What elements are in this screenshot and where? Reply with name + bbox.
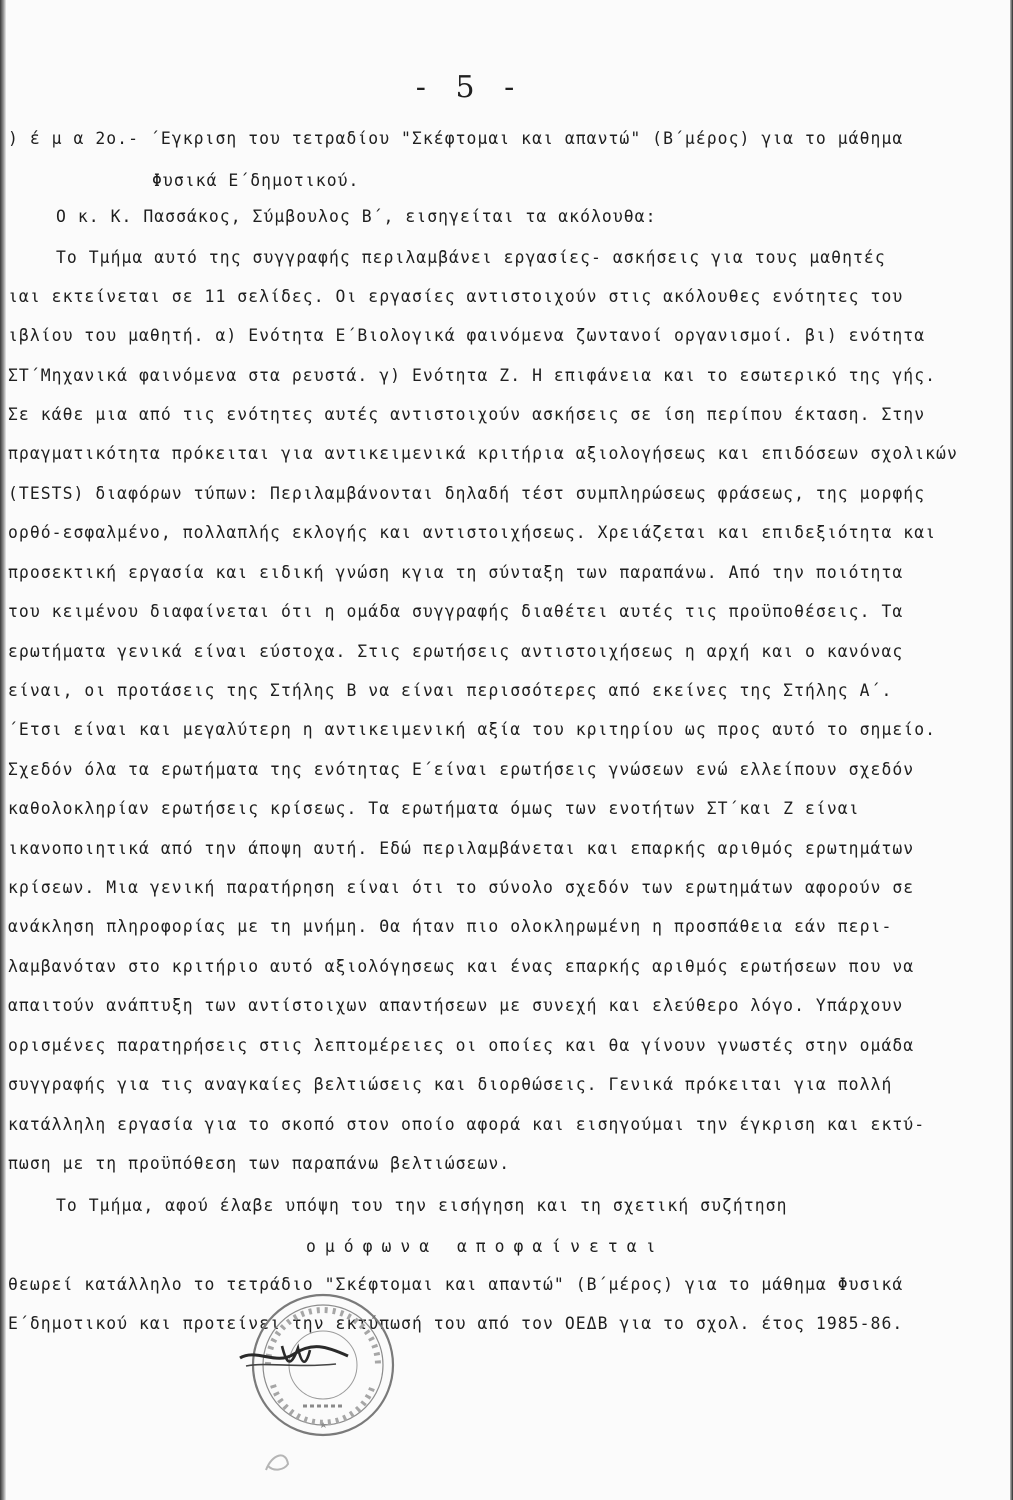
body-line: πωση με τη προϋπόθεση των παραπάνω βελτιώσεων. bbox=[8, 1154, 511, 1173]
body-line: (TESTS) διαφόρων τύπων: Περιλαμβάνονται δηλαδή τέστ συμπληρώσεως φράσεως, της μορφής bbox=[8, 484, 926, 503]
body-line: ιαι εκτείνεται σε 11 σελίδες. Οι εργασίες αντιστοιχούν στις ακόλουθες ενότητες του bbox=[8, 287, 904, 306]
body-line: ερωτήματα γενικά είναι εύστοχα. Στις ερωτήσεις αντιστοιχήσεως η αρχή και ο κανόνας bbox=[8, 642, 904, 661]
body-line: του κειμένου διαφαίνεται ότι η ομάδα συγγραφής διαθέτει αυτές τις προϋποθέσεις. Τα bbox=[8, 602, 904, 621]
ink-mark-icon bbox=[258, 1440, 298, 1480]
topic-heading-line-2: Φυσικά Ε΄δημοτικού. bbox=[152, 171, 360, 190]
page-number: - 5 - bbox=[415, 70, 525, 105]
department-line: Το Τμήμα, αφού έλαβε υπόψη του την εισήγηση και τη σχετική συζήτηση bbox=[56, 1196, 788, 1215]
body-line: ΄Ετσι είναι και μεγαλύτερη η αντικειμενική αξία του κριτηρίου ως προς αυτό το σημείο. bbox=[8, 720, 937, 739]
rapporteur-line: Ο κ. Κ. Πασσάκος, Σύμβουλος Β΄, εισηγείται τα ακόλουθα: bbox=[56, 207, 657, 226]
body-line: απαιτούν ανάπτυξη των αντίστοιχων απαντήσεων με συνεχή και ελεύθερο λόγο. Υπάρχουν bbox=[8, 996, 904, 1015]
body-line: Το Τμήμα αυτό της συγγραφής περιλαμβάνει εργασίες- ασκήσεις για τους μαθητές bbox=[56, 248, 886, 267]
decision-line: Ε΄δημοτικού και προτείνει την εκτύπωσή του από τον ΟΕΔΒ για το σχολ. έτος 1985-86. bbox=[8, 1314, 904, 1333]
body-line: κατάλληλη εργασία για το σκοπό στον οποίο αφορά και εισηγούμαι την έγκριση και εκτύ- bbox=[8, 1115, 926, 1134]
body-line: ορισμένες παρατηρήσεις στις λεπτομέρειες οι οποίες και θα γίνουν γνωστές στην ομάδα bbox=[8, 1036, 915, 1055]
decision-line: θεωρεί κατάλληλο το τετράδιο "Σκέφτομαι και απαντώ" (Β΄μέρος) για το μάθημα Φυσικά bbox=[8, 1275, 904, 1294]
body-line: λαμβανόταν στο κριτήριο αυτό αξιολόγησεως και ένας επαρκής αριθμός ερωτήσεων που να bbox=[8, 957, 915, 976]
signature-icon bbox=[236, 1336, 356, 1376]
body-line: ανάκληση πληροφορίας με τη μνήμη. Θα ήταν πιο ολοκληρωμένη η προσπάθεια εάν περι- bbox=[8, 917, 893, 936]
body-line: πραγματικότητα πρόκειται για αντικειμενικά κριτήρια αξιολογήσεως και επιδόσεων σχολικών bbox=[8, 444, 958, 463]
body-line: ικανοποιητικά από την άποψη αυτή. Εδώ περιλαμβάνεται και επαρκής αριθμός ερωτημάτων bbox=[8, 839, 915, 858]
body-line: καθολοκληρίαν ερωτήσεις κρίσεως. Τα ερωτήματα όμως των ενοτήτων ΣΤ΄και Ζ είναι bbox=[8, 799, 860, 818]
body-line: προσεκτική εργασία και ειδική γνώση κγια τη σύνταξη των παραπάνω. Από την ποιότητα bbox=[8, 563, 904, 582]
scan-left-edge bbox=[0, 0, 6, 1500]
decision-heading: ομόφωνα αποφαίνεται bbox=[306, 1237, 665, 1256]
body-line: ΣΤ΄Μηχανικά φαινόμενα στα ρευστά. γ) Ενότητα Ζ. Η επιφάνεια και το εσωτερικό της γής. bbox=[8, 366, 937, 385]
body-line: κρίσεων. Μια γενική παρατήρηση είναι ότι το σύνολο σχεδόν των ερωτημάτων αφορούν σε bbox=[8, 878, 915, 897]
body-line: Σχεδόν όλα τα ερωτήματα της ενότητας Ε΄είναι ερωτήσεις γνώσεων ενώ ελλείπουν σχεδόν bbox=[8, 760, 915, 779]
topic-heading-line-1: ) έ μ α 2ο.- ΄Εγκριση του τετραδίου "Σκέφτομαι και απαντώ" (Β΄μέρος) για το μάθημα bbox=[8, 129, 904, 148]
body-line: Σε κάθε μια από τις ενότητες αυτές αντιστοιχούν ασκήσεις σε ίση περίπου έκταση. Στην bbox=[8, 405, 926, 424]
body-line: ιβλίου του μαθητή. α) Ενότητα Ε΄Βιολογικά φαινόμενα ζωντανοί οργανισμοί. βι) ενότητα bbox=[8, 326, 926, 345]
body-line: ορθό-εσφαλμένο, πολλαπλής εκλογής και αντιστοιχήσεως. Χρειάζεται και επιδεξιότητα και bbox=[8, 523, 937, 542]
body-line: είναι, οι προτάσεις της Στήλης Β να είναι περισσότερες από εκείνες της Στήλης Α΄. bbox=[8, 681, 893, 700]
body-line: συγγραφής για τις αναγκαίες βελτιώσεις και διορθώσεις. Γενικά πρόκειται για πολλή bbox=[8, 1075, 893, 1094]
